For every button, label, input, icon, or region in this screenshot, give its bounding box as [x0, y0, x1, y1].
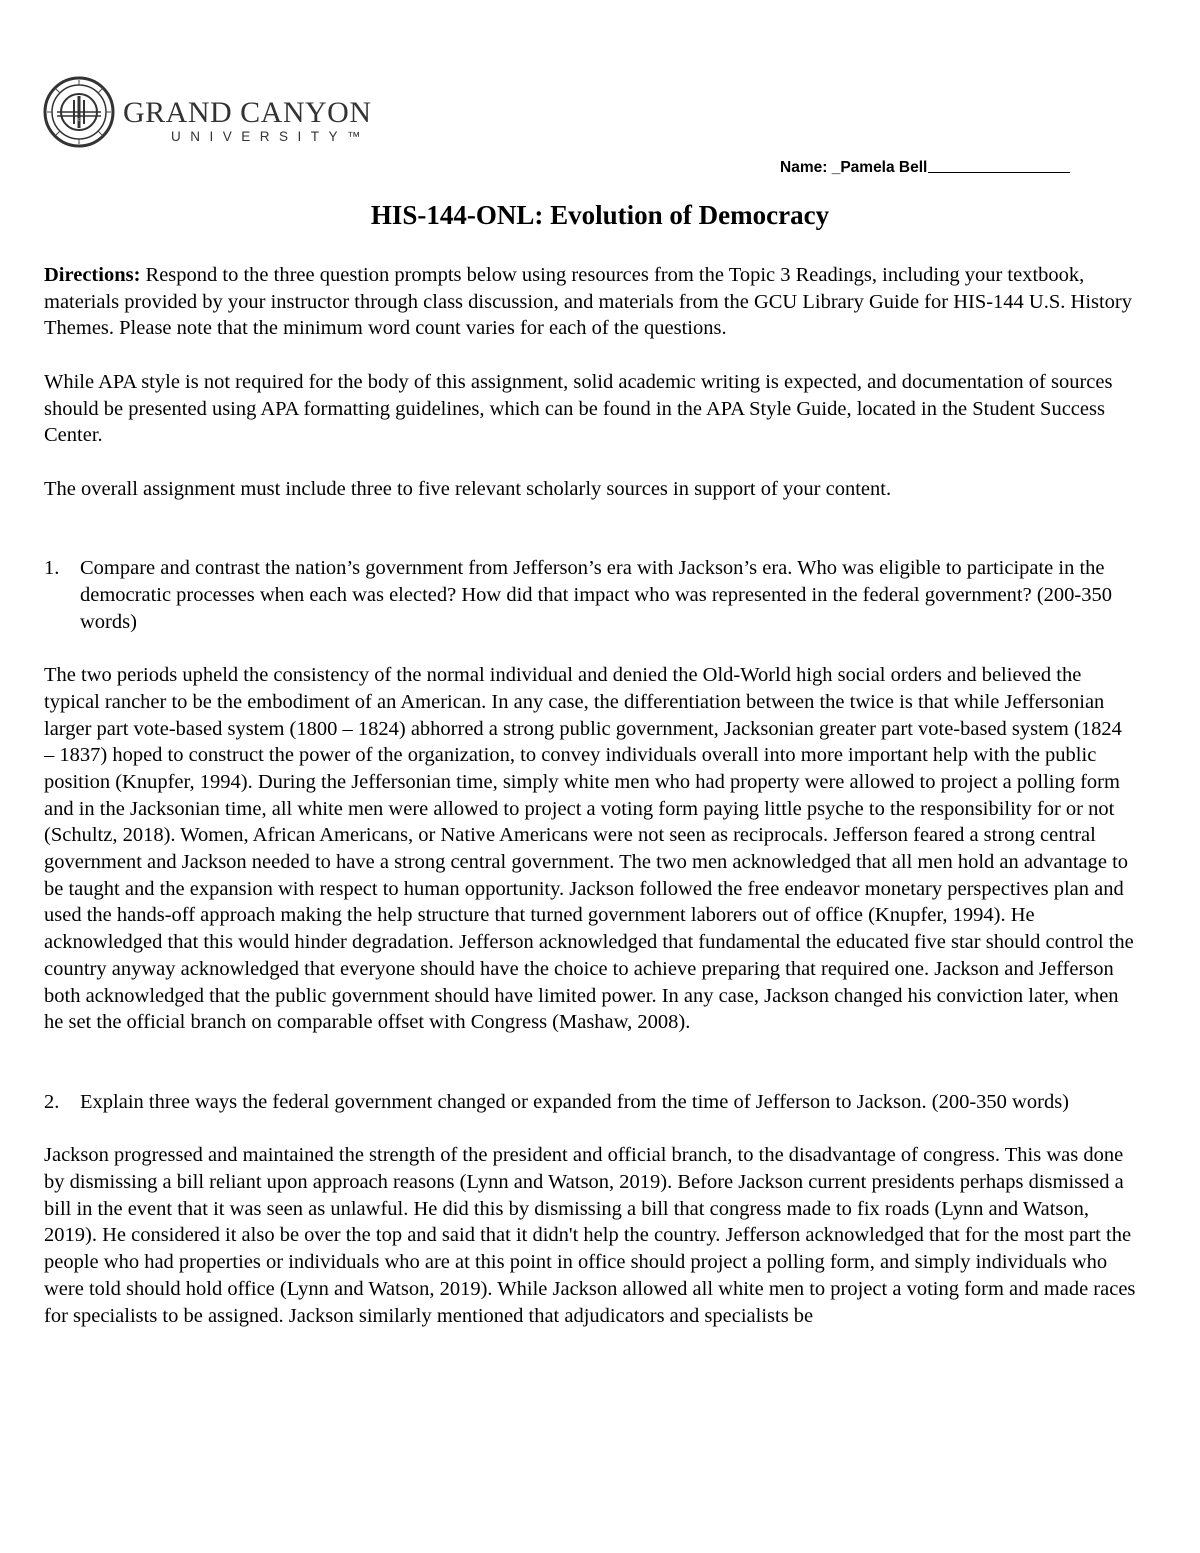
seal-letters: GCU: [74, 117, 84, 122]
directions-text: Respond to the three question prompts below using resources from the Topic 3 Readings, including your textbook, materials provided by your instructor through class discussion, and materials from the GCU Library Guide for HIS-144 U.S. History Themes. Please note that the minimum word count varies for each of the questions.: [44, 264, 1133, 340]
name-label: Name:: [780, 159, 828, 176]
document-title: HIS-144-ONL: Evolution of Democracy: [370, 200, 830, 230]
document-body: [44, 262, 1136, 1329]
directions-paragraph: [44, 262, 1136, 342]
answer-2: Jackson progressed and maintained the strength of the president and official branch, to the disadvantage of congress. This was done by dismissing a bill reliant upon approach reasons (Lynn and Watson, 2019). Before Jackson current presidents perhaps dismissed a bill in the event that it was seen as unlawful. He did this by dismissing a bill that congress made to fix roads (Lynn and Watson, 2019). He considered it also be over the top and said that it didn't help the country. Jefferson acknowledged that for the most part the people who had properties or individuals who are at this point in office should project a polling form, and simply individuals who were told should hold office (Lynn and Watson, 2019). While Jackson allowed all white men to project a voting form and made races for specialists to be assigned. Jackson similarly mentioned that adjudicators and specialists be: [44, 1144, 1136, 1327]
name-underline: [928, 158, 1070, 173]
sources-paragraph: The overall assignment must include three to five relevant scholarly sources in support of your content.: [44, 477, 892, 500]
logo-subtitle: UNIVERSITY™: [171, 129, 371, 144]
apa-paragraph: While APA style is not required for the body of this assignment, solid academic writing is expected, and documentation of sources should be presented using APA formatting guidelines, which can be found in the APA Style Guide, located in the Student Success Center.: [44, 370, 1113, 447]
answer-1: The two periods upheld the consistency of the normal individual and denied the Old-World high social orders and believed the typical rancher to be the embodiment of an American. In any case, the differentiation between the twice is that while Jeffersonian larger part vote-based system (1800 – 1824) abhorred a strong public government, Jacksonian greater part vote-based system (1824 – 1837) hoped to construct the power of the organization, to convey individuals overall into more important help with the public position (Knupfer, 1994). During the Jeffersonian time, simply white men who had property were allowed to project a polling form and in the Jacksonian time, all white men were allowed to project a voting form paying little psyche to the responsibility for or not (Schultz, 2018). Women, African Americans, or Native Americans were not seen as reciprocals. Jefferson feared a strong central government and Jackson needed to have a strong central government. The two men acknowledged that all men hold an advantage to be taught and the expansion with respect to human opportunity. Jackson followed the free endeavor monetary perspectives plan and used the hands-off approach making the help structure that turned government laborers out of office (Knupfer, 1994). He acknowledged that this would hinder degradation. Jefferson acknowledged that fundamental the educated five star should control the country anyway acknowledged that everyone should have the choice to achieve preparing that required one. Jackson and Jefferson both acknowledged that the public government should have limited power. In any case, Jackson changed his conviction later, when he set the official branch on comparable offset with Congress (Mashaw, 2008).: [44, 664, 1134, 1034]
name-field: [780, 158, 1070, 177]
question-number: 1.: [44, 557, 60, 580]
question-2: [44, 1089, 1136, 1116]
logo-title: GRAND CANYON: [123, 96, 372, 129]
university-logo: [43, 76, 383, 148]
question-prompt: Explain three ways the federal government changed or expanded from the time of Jefferson to Jackson. (200-350 words): [80, 1090, 1069, 1113]
directions-label: Directions:: [44, 264, 141, 286]
name-value: _Pamela Bell: [831, 159, 928, 176]
question-prompt: Compare and contrast the nation’s government from Jefferson’s era with Jackson’s era. Who was eligible to participate in the democratic processes when each was elected? How did that impact who was represented in the federal government? (200-350 words): [80, 557, 1112, 633]
question-1: [44, 555, 1136, 635]
question-number: 2.: [44, 1090, 60, 1113]
university-seal-icon: [43, 76, 115, 148]
